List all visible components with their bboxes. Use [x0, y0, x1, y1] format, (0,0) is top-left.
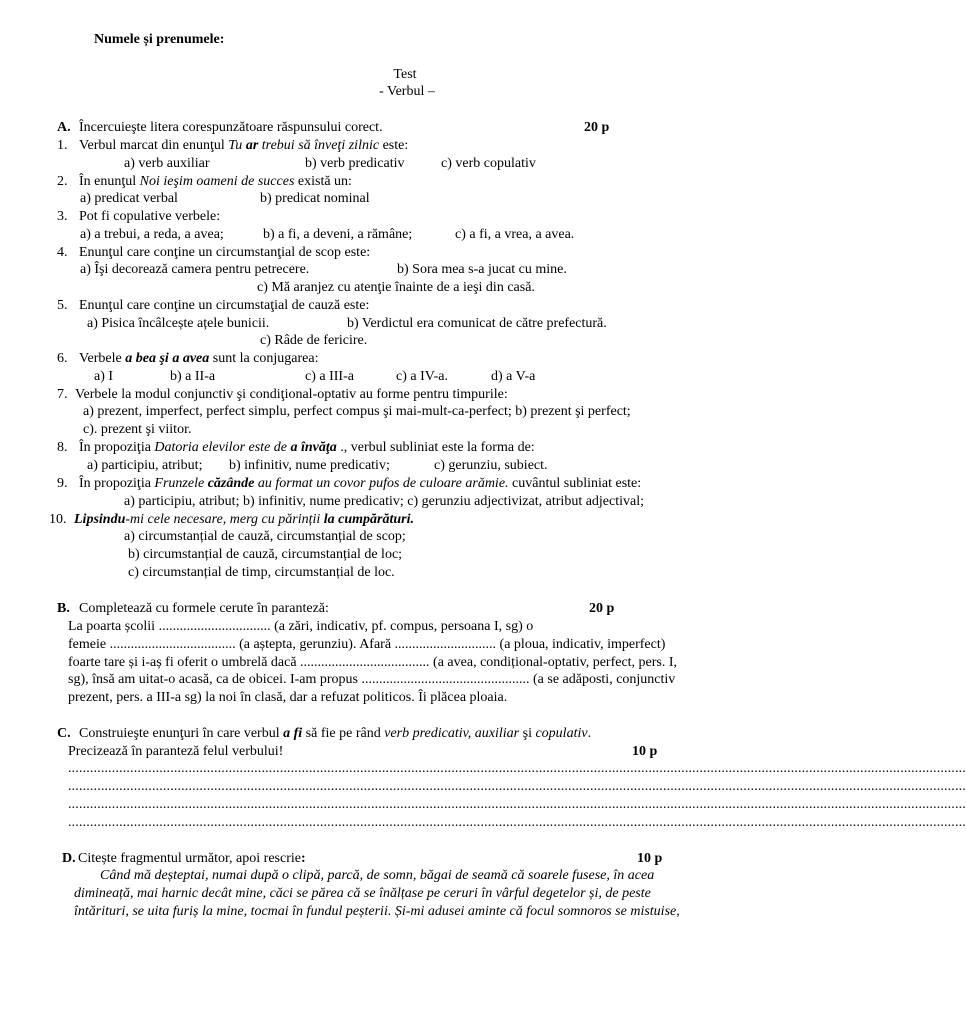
q6-option-c[interactable]: c) a III-a: [305, 369, 354, 384]
q4-number: 4.: [57, 245, 68, 260]
q9-number: 9.: [57, 476, 68, 491]
fragment-line-3: întărituri, se uita furiș la mine, tocmai în fundul peșterii. Și-mi adusei aminte că focul somnoros se mistuise,: [74, 904, 680, 919]
q7-text: Verbele la modul conjunctiv şi condiţional-optativ au forme pentru timpurile:: [75, 387, 508, 402]
q6-option-b[interactable]: b) a II-a: [170, 369, 216, 384]
section-b-line-1[interactable]: La poarta școlii ................................ (a zări, indicativ, pf. compus, persoana I, sg) o: [68, 619, 534, 634]
q8-number: 8.: [57, 440, 68, 455]
q1-option-b[interactable]: b) verb predicativ: [305, 156, 405, 171]
section-c-line-2: Precizează în paranteză felul verbului!: [68, 744, 284, 759]
section-b-line-4[interactable]: sg), însă am uitat-o acasă, ca de obicei. I-am propus ................................................ (a se adăposti, conjunctiv: [68, 672, 676, 687]
section-c-points: 10 p: [632, 744, 658, 759]
q7-option-c[interactable]: c). prezent şi viitor.: [83, 422, 192, 437]
q8-option-a[interactable]: a) participiu, atribut;: [87, 458, 203, 473]
q3-option-c[interactable]: c) a fi, a vrea, a avea.: [455, 227, 575, 242]
q2-option-a[interactable]: a) predicat verbal: [80, 191, 178, 206]
q5-option-a[interactable]: a) Pisica încâlcește ațele bunicii.: [87, 316, 270, 331]
name-field-label: Numele și prenumele:: [94, 32, 225, 47]
q8-option-c[interactable]: c) gerunziu, subiect.: [434, 458, 548, 473]
q8-option-b[interactable]: b) infinitiv, nume predicativ;: [229, 458, 390, 473]
section-b-line-3[interactable]: foarte tare și i-aș fi oferit o umbrelă dacă ..................................... (a avea, condițional-optativ, perfect, pers. I,: [68, 655, 678, 670]
section-a-letter: A.: [57, 120, 71, 135]
section-c-instruction: Construieşte enunţuri în care verbul a fi să fie pe rând verb predicativ, auxiliar şi copulativ.: [79, 726, 592, 741]
fragment-line-2: dimineață, mai harnic decât mine, căci se părea că se înălțase pe ceruri în vârful degetelor și, de peste: [74, 886, 651, 901]
q5-number: 5.: [57, 298, 68, 313]
section-d-instruction: Citește fragmentul următor, apoi rescrie:: [78, 851, 306, 866]
section-c-letter: C.: [57, 726, 71, 741]
answer-line-2[interactable]: ......................................................................................................................................................................................................................................................: [68, 779, 966, 794]
q3-option-b[interactable]: b) a fi, a deveni, a rămâne;: [263, 227, 413, 242]
q1-text: Verbul marcat din enunţul Tu ar trebui să înveţi zilnic este:: [79, 138, 409, 153]
section-b-line-5: prezent, pers. a III-a sg) la noi în clasă, dar a refuzat politicos. Îi plăcea ploaia.: [68, 690, 508, 705]
q4-text: Enunţul care conţine un circumstanţial de scop este:: [79, 245, 371, 260]
q4-option-a[interactable]: a) Îşi decorează camera pentru petrecere.: [80, 262, 310, 277]
q7-number: 7.: [57, 387, 68, 402]
section-b-instruction: Completează cu formele cerute în paranteză:: [79, 601, 329, 616]
answer-line-1[interactable]: ......................................................................................................................................................................................................................................................: [68, 761, 966, 776]
q5-option-c[interactable]: c) Râde de fericire.: [260, 333, 368, 348]
section-a-instruction: Încercuieşte litera corespunzătoare răspunsului corect.: [79, 120, 383, 135]
q6-option-d[interactable]: d) a V-a: [491, 369, 536, 384]
q1-number: 1.: [57, 138, 68, 153]
q7-option-ab[interactable]: a) prezent, imperfect, perfect simplu, perfect compus şi mai-mult-ca-perfect; b) prezent şi perfect;: [83, 404, 631, 419]
q6-option-a[interactable]: a) I: [94, 369, 114, 384]
q10-text: Lipsindu-mi cele necesare, merg cu părinții la cumpărături.: [74, 512, 415, 527]
test-subtitle: - Verbul –: [379, 84, 435, 99]
q6-number: 6.: [57, 351, 68, 366]
q3-option-a[interactable]: a) a trebui, a reda, a avea;: [80, 227, 224, 242]
section-d-points: 10 p: [637, 851, 663, 866]
q4-option-c[interactable]: c) Mă aranjez cu atenţie înainte de a ieşi din casă.: [257, 280, 535, 295]
q3-number: 3.: [57, 209, 68, 224]
q10-option-c[interactable]: c) circumstanțial de timp, circumstanțial de loc.: [128, 565, 395, 580]
q5-option-b[interactable]: b) Verdictul era comunicat de către prefectură.: [347, 316, 607, 331]
section-a-points: 20 p: [584, 120, 610, 135]
q5-text: Enunţul care conţine un circumstaţial de cauză este:: [79, 298, 370, 313]
q9-text: În propoziţia Frunzele căzânde au format un covor pufos de culoare arămie. cuvântul subliniat este:: [79, 476, 642, 491]
q1-option-c[interactable]: c) verb copulativ: [441, 156, 536, 171]
q8-text: În propoziţia Datoria elevilor este de a învăţa ., verbul subliniat este la forma de:: [79, 440, 535, 455]
q3-text: Pot fi copulative verbele:: [79, 209, 221, 224]
answer-line-3[interactable]: ......................................................................................................................................................................................................................................................: [68, 797, 966, 812]
section-d-letter: D.: [62, 851, 76, 866]
q2-text: În enunţul Noi ieşim oameni de succes există un:: [79, 174, 352, 189]
q10-number: 10.: [49, 512, 67, 527]
q4-option-b[interactable]: b) Sora mea s-a jucat cu mine.: [397, 262, 567, 277]
answer-line-4[interactable]: ......................................................................................................................................................................................................................................................: [68, 815, 966, 830]
section-b-line-2[interactable]: femeie .................................... (a aștepta, gerunziu). Afară ............................. (a ploua, indicativ, imperfect): [68, 637, 666, 652]
test-title: Test: [393, 67, 417, 82]
q2-option-b[interactable]: b) predicat nominal: [260, 191, 370, 206]
q6-text: Verbele a bea şi a avea sunt la conjugarea:: [79, 351, 319, 366]
q6-option-c2[interactable]: c) a IV-a.: [396, 369, 448, 384]
q10-option-a[interactable]: a) circumstanțial de cauză, circumstanțial de scop;: [124, 529, 406, 544]
q2-number: 2.: [57, 174, 68, 189]
fragment-line-1: Când mă deșteptai, numai după o clipă, parcă, de somn, băgai de seamă că soarele fusese, în acea: [100, 868, 655, 883]
q10-option-b[interactable]: b) circumstanțial de cauză, circumstanțial de loc;: [128, 547, 403, 562]
q1-option-a[interactable]: a) verb auxiliar: [124, 156, 210, 171]
section-b-letter: B.: [57, 601, 70, 616]
section-b-points: 20 p: [589, 601, 615, 616]
q9-options[interactable]: a) participiu, atribut; b) infinitiv, nume predicativ; c) gerunziu adjectivizat, atribut adjectival;: [124, 494, 645, 509]
